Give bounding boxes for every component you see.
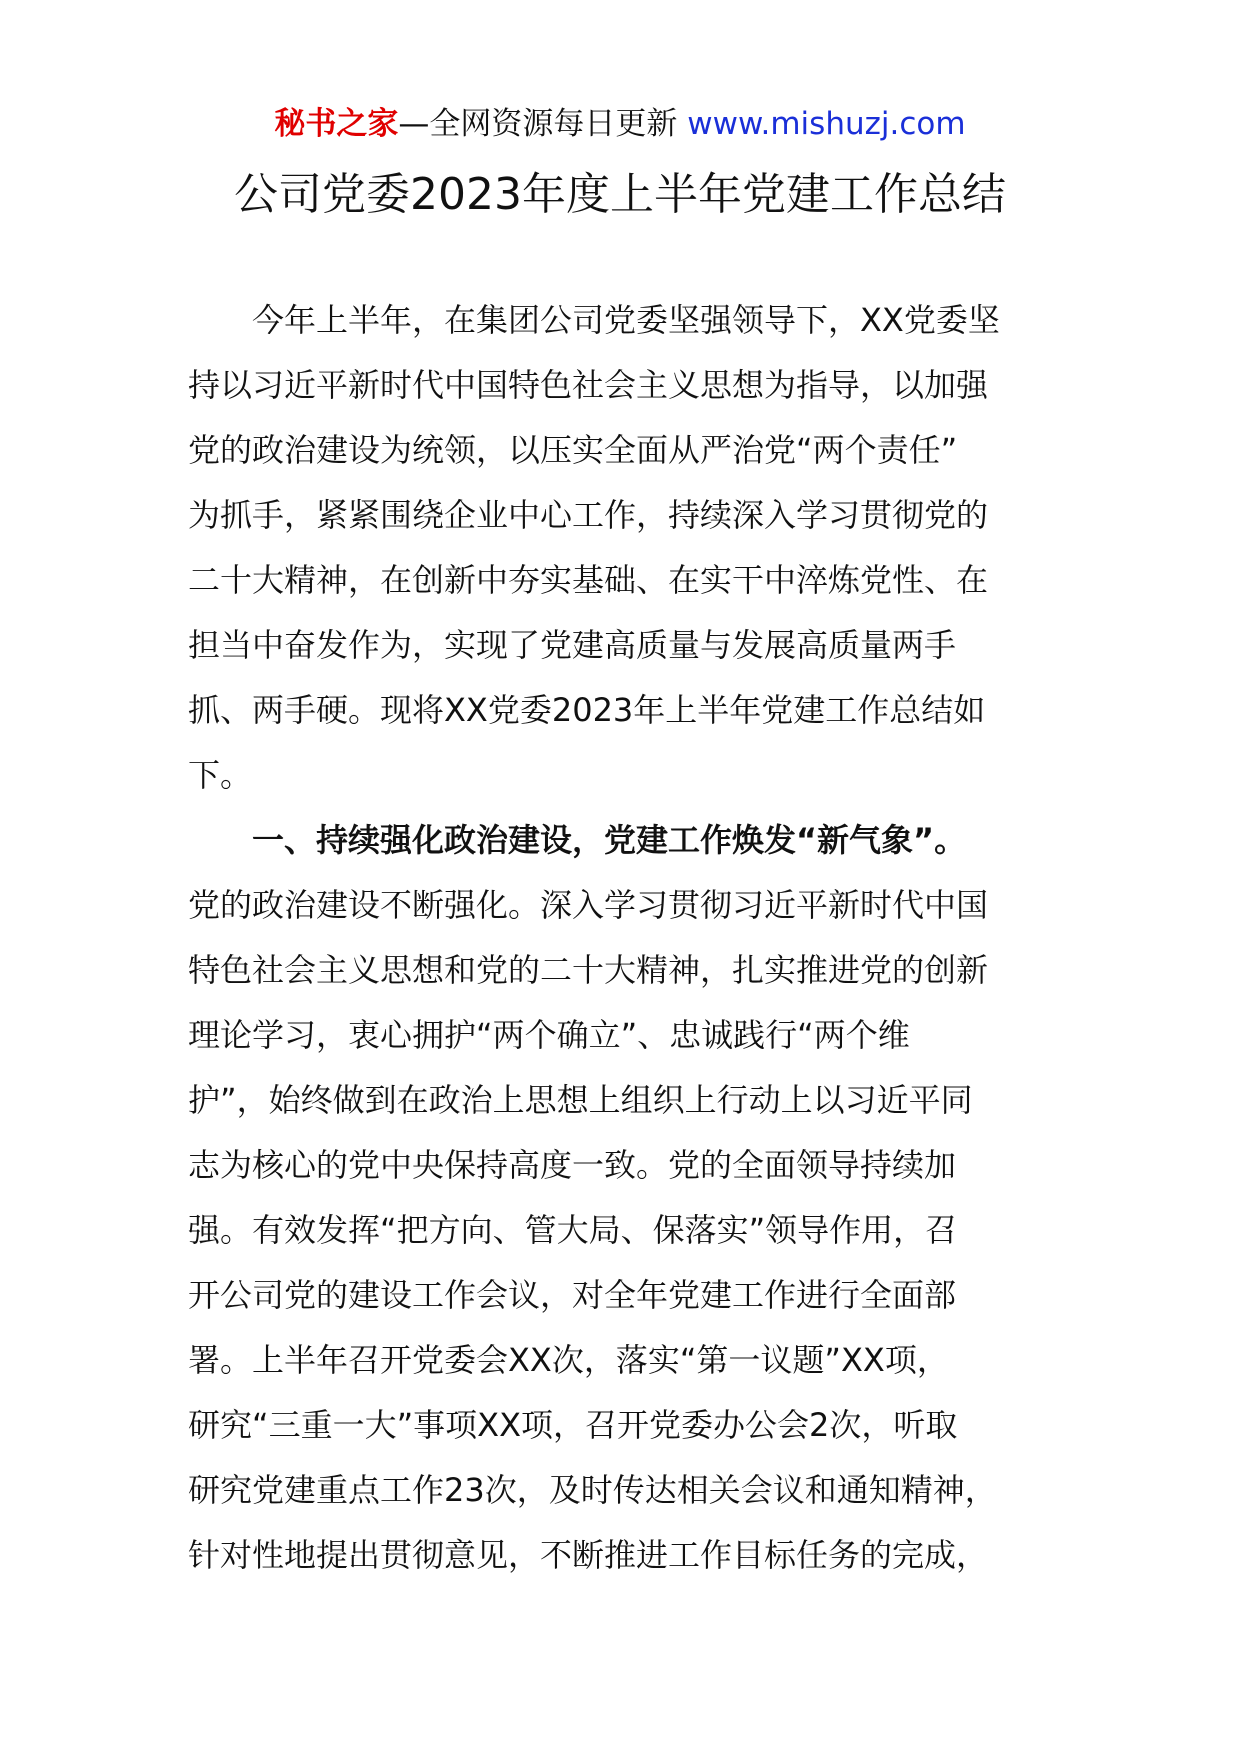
document-body xyxy=(188,288,1058,1588)
body-line: 下。 xyxy=(188,756,253,794)
body-line: 研究“三重一大”事项XX项，召开党委办公会2次，听取 xyxy=(188,1406,958,1444)
body-line: 强。有效发挥“把方向、管大局、保落实”领导作用，召 xyxy=(188,1211,958,1249)
body-line: 二十大精神，在创新中夯实基础、在实干中淬炼党性、在 xyxy=(188,561,989,599)
document-title: 公司党委2023年度上半年党建工作总结 xyxy=(234,169,1006,220)
header-tagline: —全网资源每日更新 xyxy=(398,106,678,142)
body-line: 担当中奋发作为，实现了党建高质量与发展高质量两手 xyxy=(188,626,957,664)
body-line: 今年上半年，在集团公司党委坚强领导下，XX党委坚 xyxy=(252,301,1000,339)
body-line: 开公司党的建设工作会议，对全年党建工作进行全面部 xyxy=(188,1276,957,1314)
body-line: 抓、两手硬。现将XX党委2023年上半年党建工作总结如 xyxy=(188,691,986,729)
body-line: 持以习近平新时代中国特色社会主义思想为指导，以加强 xyxy=(188,366,989,404)
body-line: 为抓手，紧紧围绕企业中心工作，持续深入学习贯彻党的 xyxy=(188,496,989,534)
body-line: 针对性地提出贯彻意见，不断推进工作目标任务的完成， xyxy=(188,1536,989,1574)
body-line: 党的政治建设不断强化。深入学习贯彻习近平新时代中国 xyxy=(188,886,989,924)
body-line: 理论学习，衷心拥护“两个确立”、忠诚践行“两个维 xyxy=(188,1016,910,1054)
body-line: 特色社会主义思想和党的二十大精神，扎实推进党的创新 xyxy=(188,951,989,989)
site-header xyxy=(0,102,1240,146)
brand-name: 秘书之家 xyxy=(274,106,399,142)
body-line: 护”，始终做到在政治上思想上组织上行动上以习近平同 xyxy=(188,1081,973,1119)
site-url[interactable]: www.mishuzj.com xyxy=(687,106,966,142)
body-line: 署。上半年召开党委会XX次，落实“第一议题”XX项， xyxy=(188,1341,949,1379)
section-heading: 一、持续强化政治建设，党建工作焕发“新气象”。 xyxy=(252,821,967,859)
body-line: 志为核心的党中央保持高度一致。党的全面领导持续加 xyxy=(188,1146,957,1184)
body-line: 研究党建重点工作23次，及时传达相关会议和通知精神， xyxy=(188,1471,997,1509)
body-line: 党的政治建设为统领，以压实全面从严治党“两个责任” xyxy=(188,431,958,469)
